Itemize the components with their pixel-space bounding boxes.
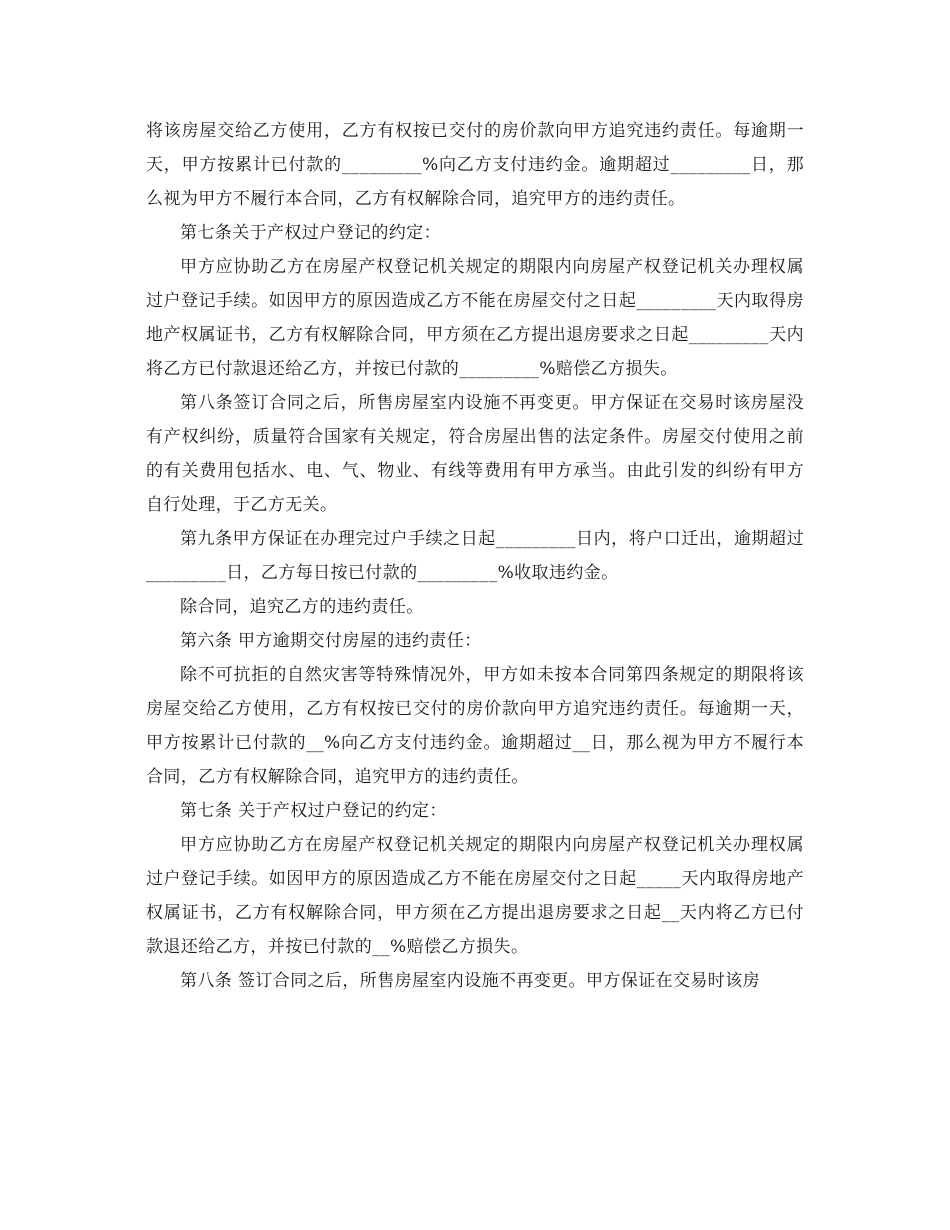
clause-7-heading-repeat: 第七条 关于产权过户登记的约定：	[180, 801, 447, 821]
clause-7-body: 甲方应协助乙方在房屋产权登记机关规定的期限内向房屋产权登记机关办理权属过户登记手续。如因甲方的原因造成乙方不能在房屋交付之日起_________天内取得房地产权属证书，乙方有权解除合同，甲方须在乙方提出退房要求之日起_________天内将乙方已付款退还给乙方，并按已付款的_________%赔偿乙方损失。	[146, 257, 804, 379]
clause-7-heading: 第七条关于产权过户登记的约定：	[180, 223, 441, 243]
clause-7-body-repeat: 甲方应协助乙方在房屋产权登记机关规定的期限内向房屋产权登记机关办理权属过户登记手续。如因甲方的原因造成乙方不能在房屋交付之日起_____天内取得房地产权属证书，乙方有权解除合同，甲方须在乙方提出退房要求之日起__天内将乙方已付款退还给乙方，并按已付款的__%赔偿乙方损失。	[146, 835, 804, 957]
clause-8-body: 第八条签订合同之后，所售房屋室内设施不再变更。甲方保证在交易时该房屋没有产权纠纷，质量符合国家有关规定，符合房屋出售的法定条件。房屋交付使用之前的有关费用包括水、电、气、物业、有线等费用有甲方承当。由此引发的纠纷有甲方自行处理，于乙方无关。	[146, 393, 804, 515]
clause-6-body: 除不可抗拒的自然灾害等特殊情况外，甲方如未按本合同第四条规定的期限将该房屋交给乙方使用，乙方有权按已交付的房价款向甲方追究违约责任。每逾期一天，甲方按累计已付款的__%向乙方支付违约金。逾期超过__日，那么视为甲方不履行本合同，乙方有权解除合同，追究甲方的违约责任。	[146, 665, 804, 787]
clause-6-heading: 第六条 甲方逾期交付房屋的违约责任：	[180, 631, 482, 651]
document-page	[146, 114, 804, 998]
paragraph-penalty-continued: 将该房屋交给乙方使用，乙方有权按已交付的房价款向甲方追究违约责任。每逾期一天，甲方按累计已付款的_________%向乙方支付违约金。逾期超过_________日，那么视为甲方不履行本合同，乙方有权解除合同，追究甲方的违约责任。	[146, 121, 804, 209]
paragraph-termination: 除合同，追究乙方的违约责任。	[180, 597, 424, 617]
clause-9-body: 第九条甲方保证在办理完过户手续之日起_________日内，将户口迁出，逾期超过_________日，乙方每日按已付款的_________%收取违约金。	[146, 529, 804, 583]
clause-8-body-repeat: 第八条 签订合同之后，所售房屋室内设施不再变更。甲方保证在交易时该房	[180, 971, 761, 991]
